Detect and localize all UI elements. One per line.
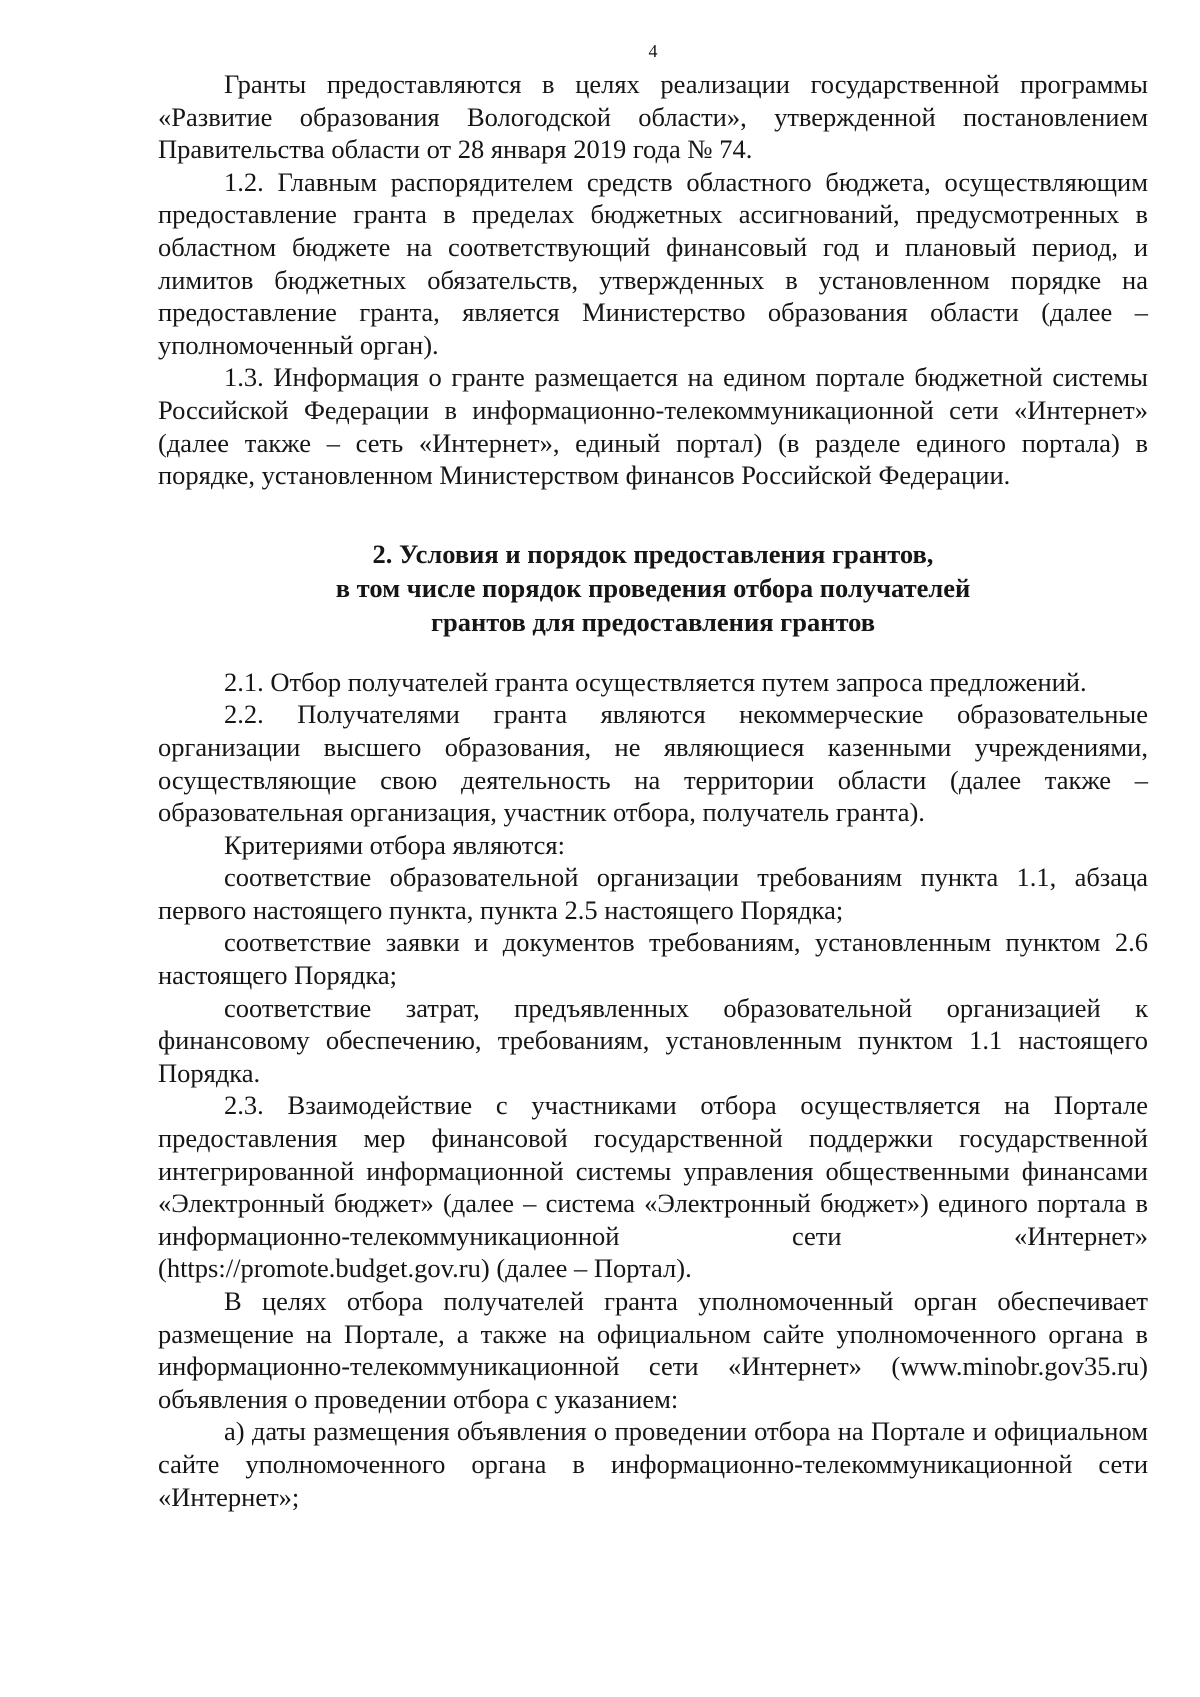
paragraph-2-3: 2.3. Взаимодействие с участниками отбора осуществляется на Портале предоставления мер финансовой государственной поддержки государственной интегрированной информационной системы управления общественными финансами «Электронный бюджет» (далее – система «Электронный бюджет») единого портала в информационно-телекоммуникационной сети «Интернет» (https://promote.budget.gov.ru) (далее – Портал). — [158, 1090, 1148, 1284]
paragraph-criteria-intro: Критериями отбора являются: — [224, 829, 565, 860]
section-heading-line-3: грантов для предоставления грантов — [430, 606, 876, 637]
paragraph-announcement: В целях отбора получателей гранта уполномоченный орган обеспечивает размещение на Портале, а также на официальном сайте уполномоченного органа в информационно-телекоммуникационной сети «Интернет» (www.minobr.gov35.ru) объявления о проведении отбора с указанием: — [158, 1286, 1148, 1414]
paragraph-2-1: 2.1. Отбор получателей гранта осуществляется путем запроса предложений. — [224, 666, 1087, 697]
document-page — [158, 40, 1148, 1513]
section-heading-line-1: 2. Условия и порядок предоставления грантов, — [372, 538, 934, 569]
paragraph-1-3: 1.3. Информация о гранте размещается на едином портале бюджетной системы Российской Федерации в информационно-телекоммуникационной сети «Интернет» (далее также – сеть «Интернет», единый портал) (в разделе единого портала) в порядке, установленном Министерством финансов Российской Федерации. — [158, 362, 1148, 491]
page-number: 4 — [648, 41, 658, 61]
paragraph-1-2: 1.2. Главным распорядителем средств областного бюджета, осуществляющим предоставление гранта в пределах бюджетных ассигнований, предусмотренных в областном бюджете на соответствующий финансовый год и плановый период, и лимитов бюджетных обязательств, утвержденных в установленном порядке на предоставление гранта, является Министерство образования области (далее – уполномоченный орган). — [158, 166, 1148, 360]
section-heading-line-2: в том числе порядок проведения отбора получателей — [335, 572, 971, 603]
paragraph-criterion-2: соответствие заявки и документов требованиям, установленным пунктом 2.6 настоящего Порядка; — [158, 927, 1148, 991]
section-heading — [158, 537, 1148, 639]
paragraph-grant-purpose: Гранты предоставляются в целях реализации государственной программы «Развитие образования Вологодской области», утвержденной постановлением Правительства области от 28 января 2019 года № 74. — [158, 69, 1148, 165]
paragraph-criterion-1: соответствие образовательной организации требованиям пункта 1.1, абзаца первого настоящего пункта, пункта 2.5 настоящего Порядка; — [158, 862, 1148, 925]
paragraph-criterion-3: соответствие затрат, предъявленных образовательной организацией к финансовому обеспечению, требованиям, установленным пунктом 1.1 настоящего Порядка. — [158, 992, 1148, 1088]
paragraph-item-a: а) даты размещения объявления о проведении отбора на Портале и официальном сайте уполномоченного органа в информационно-телекоммуникационной сети «Интернет»; — [158, 1416, 1148, 1512]
paragraph-2-2: 2.2. Получателями гранта являются некоммерческие образовательные организации высшего образования, не являющиеся казенными учреждениями, осуществляющие свою деятельность на территории области (далее также – образовательная организация, участник отбора, получатель гранта). — [158, 699, 1148, 828]
